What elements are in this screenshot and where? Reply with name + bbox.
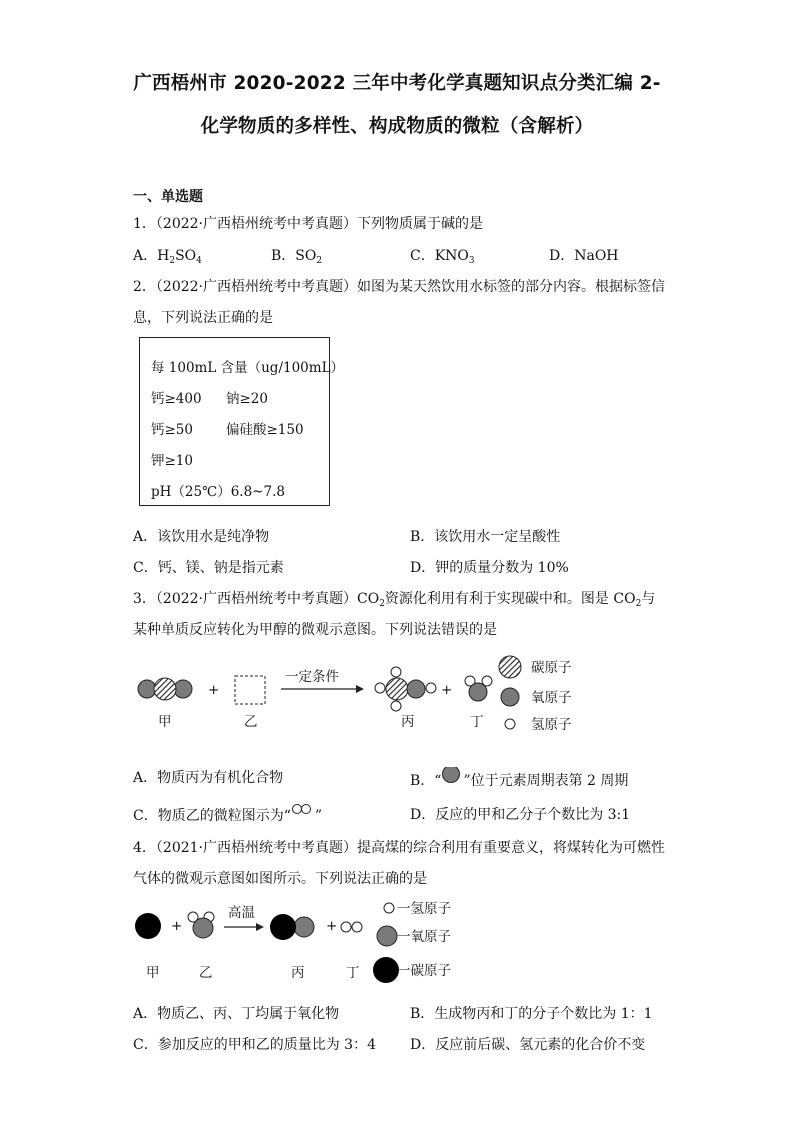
q3-reaction-diagram (0, 648, 794, 758)
label-calcium: 钙≥400 (151, 391, 202, 407)
q3-option-d: D．反应的甲和乙分子个数比为 3:1 (410, 807, 631, 823)
arrow-head-icon (356, 685, 364, 693)
q4-stem-line-2: 气体的微观示意图如图所示。下列说法正确的是 (133, 871, 427, 887)
arrow-head-icon-q4 (256, 923, 264, 931)
q4-option-c: C．参加反应的甲和乙的质量比为 3：4 (133, 1037, 376, 1053)
methanol-molecule-icon (375, 667, 436, 711)
q3-stem-line-1: 3．（2022·广西梧州统考中考真题）$CO_2$资源化利用有利于实现碳中和。图是 $CO_2$与 (133, 591, 656, 609)
q3-reaction-condition: 一定条件 (285, 669, 339, 685)
carbon-monoxide-molecule-icon (270, 914, 314, 940)
label-metasilicic-acid: 偏硅酸≥150 (226, 422, 304, 438)
water-molecule-icon (465, 676, 492, 701)
q4-option-b: B．生成物丙和丁的分子个数比为 1：1 (410, 1006, 653, 1022)
q2-option-b: B．该饮用水一定呈酸性 (410, 529, 561, 545)
q4-stem-line-1: 4．（2021·广西梧州统考中考真题）提高煤的综合利用有重要意义，将煤转化为可燃性 (133, 840, 665, 856)
q3-option-b: B．“ ”位于元素周期表第 2 周期 (410, 767, 628, 790)
label-magnesium: 钙≥50 (151, 422, 193, 438)
q1-option-b: B．$SO_2$ (271, 248, 323, 266)
q3-plus-1: + (208, 682, 220, 698)
legend-carbon-label-q4: 一碳原子 (397, 963, 451, 979)
legend-hydrogen-icon (505, 719, 515, 729)
q2-stem-line-2: 息，下列说法正确的是 (133, 310, 273, 326)
q4-reaction-condition: 高温 (228, 905, 255, 921)
q1-option-d: D．NaOH (549, 248, 619, 264)
q2-option-d: D．钾的质量分数为 10% (410, 560, 569, 576)
q3-label-yi: 乙 (244, 714, 258, 730)
water-label-box (139, 337, 345, 506)
q3-label-jia: 甲 (158, 714, 172, 730)
document-title-line-2: 化学物质的多样性、构成物质的微粒（含解析） (200, 116, 594, 137)
legend-oxygen-label-q4: 一氧原子 (397, 929, 451, 945)
hydrogen-molecule-icon-q4 (341, 922, 362, 932)
label-header: 每 100mL 含量（ug/100mL） (151, 360, 345, 376)
q4-reaction-diagram (0, 895, 794, 990)
q2-option-a: A．该饮用水是纯净物 (133, 529, 270, 545)
legend-hydrogen-label-q4: 一氢原子 (397, 901, 451, 917)
q2-option-c: C．钙、镁、钠是指元素 (133, 560, 284, 576)
q2-stem-line-1: 2．（2022·广西梧州统考中考真题）如图为某天然饮用水标签的部分内容。根据标签信 (133, 279, 665, 295)
water-molecule-icon-q4 (188, 912, 214, 938)
q4-label-yi: 乙 (199, 965, 213, 981)
label-ph: pH（25℃）6.8~7.8 (151, 484, 285, 500)
label-potassium: 钾≥10 (151, 453, 193, 469)
label-sodium: 钠≥20 (226, 391, 268, 407)
carbon-atom-icon (135, 913, 161, 939)
hydrogen-molecule-icon (291, 804, 315, 820)
q4-option-a: A．物质乙、丙、丁均属于氧化物 (133, 1006, 340, 1022)
q4-label-jia: 甲 (146, 965, 160, 981)
q3-option-c: C．物质乙的微粒图示为“ ” (133, 804, 322, 825)
q1-stem: 1．（2022·广西梧州统考中考真题）下列物质属于碱的是 (133, 216, 483, 232)
legend-hydrogen-label: 氢原子 (531, 717, 572, 733)
document-title-line-1: 广西梧州市 2020-2022 三年中考化学真题知识点分类汇编 2- (133, 73, 661, 94)
q4-plus-1: + (171, 918, 183, 934)
co2-molecule-icon (138, 678, 192, 700)
legend-carbon-icon (499, 656, 521, 678)
legend-oxygen-label: 氧原子 (531, 690, 572, 706)
legend-oxygen-icon-q4 (377, 926, 397, 946)
q3-label-ding: 丁 (470, 714, 484, 730)
q4-label-bing: 丙 (291, 965, 305, 981)
q3-plus-2: + (441, 682, 453, 698)
q4-label-ding: 丁 (346, 965, 360, 981)
section-heading: 一、单选题 (133, 189, 203, 205)
q3-label-bing: 丙 (401, 714, 415, 730)
unknown-substance-box (235, 676, 265, 704)
legend-oxygen-icon (501, 688, 519, 706)
q3-stem-line-2: 某种单质反应转化为甲醇的微观示意图。下列说法错误的是 (133, 622, 497, 638)
legend-carbon-icon-q4 (373, 957, 399, 983)
q4-plus-2: + (326, 918, 338, 934)
legend-carbon-label: 碳原子 (531, 660, 572, 676)
q1-option-c: C．$KNO_3$ (410, 248, 475, 266)
q3-option-a: A．物质丙为有机化合物 (133, 770, 284, 786)
legend-hydrogen-icon-q4 (384, 903, 394, 913)
q4-option-d: D．反应前后碳、氢元素的化合价不变 (410, 1037, 646, 1053)
oxygen-atom-icon (441, 767, 463, 787)
q1-option-a: A．$H_2SO_4$ (133, 248, 202, 266)
